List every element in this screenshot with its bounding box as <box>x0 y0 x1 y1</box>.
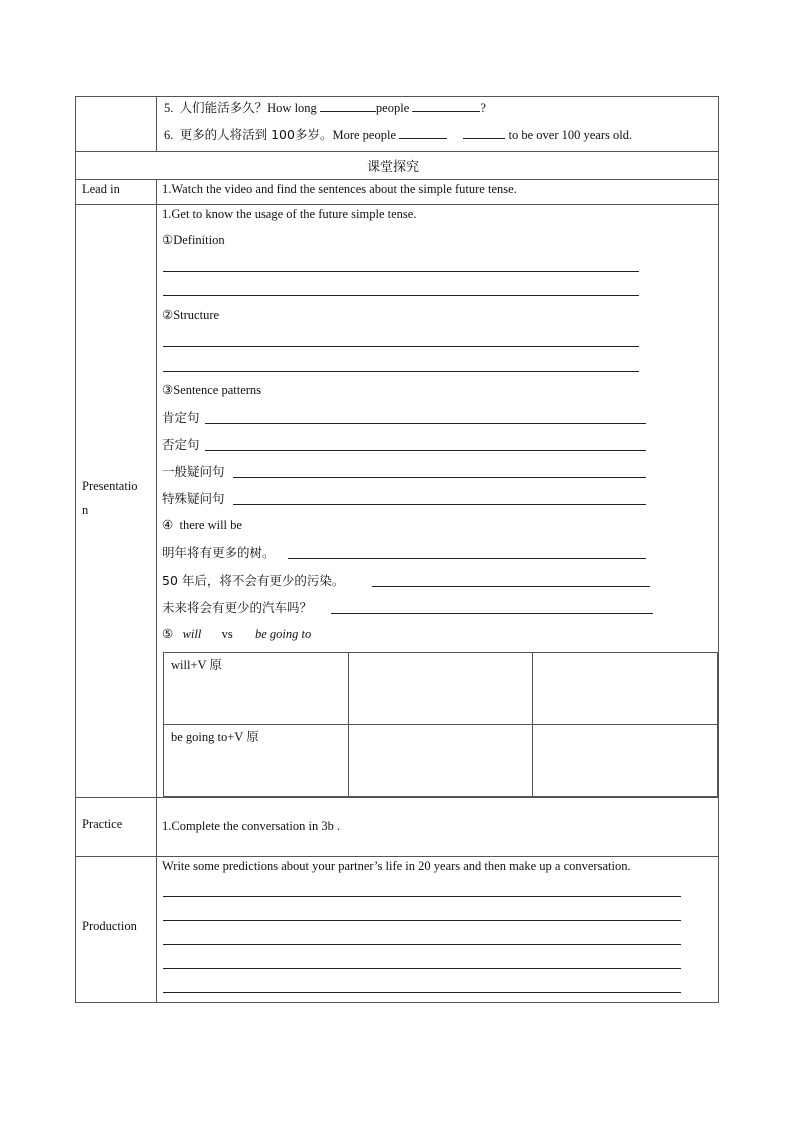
lead-in-label: Lead in <box>82 182 120 196</box>
translate-sentence-1: 明年将有更多的树。 <box>162 545 275 560</box>
presentation-label-line1: Presentatio <box>82 479 138 493</box>
comparison-row1-label: will+V 原 <box>171 658 222 672</box>
production-line[interactable] <box>163 992 681 993</box>
affirmative-line[interactable] <box>205 423 646 424</box>
special-question-label: 特殊疑问句 <box>162 491 225 506</box>
comparison-cell[interactable] <box>350 726 530 795</box>
comparison-cell[interactable] <box>350 654 530 722</box>
presentation-label-line2: n <box>82 503 89 517</box>
production-line[interactable] <box>163 896 681 897</box>
row-divider <box>75 797 719 798</box>
there-number: ④ <box>162 518 174 532</box>
there-will-be-text: there will be <box>179 518 242 532</box>
row-divider <box>75 151 719 152</box>
comparison-row-divider <box>163 724 718 725</box>
comparison-row2-label: be going to+V 原 <box>171 730 259 744</box>
affirmative-label: 肯定句 <box>162 410 200 425</box>
practice-text: 1.Complete the conversation in 3b . <box>162 819 341 833</box>
structure-heading: ②Structure <box>162 308 220 322</box>
compare-vs: vs <box>221 627 233 641</box>
structure-line[interactable] <box>163 346 639 347</box>
column-divider-main <box>156 179 157 1003</box>
answer-blank[interactable] <box>320 99 376 112</box>
translate-sentence-2: 50 年后，将不会有更少的污染。 <box>162 573 345 588</box>
compare-number: ⑤ <box>162 627 174 641</box>
section-title: 课堂探究 <box>367 160 420 175</box>
answer-blank[interactable] <box>412 99 480 112</box>
translate-line-1[interactable] <box>288 558 646 559</box>
production-text: Write some predictions about your partner’s life in 20 years and then make up a conversation. <box>162 859 631 873</box>
general-question-label: 一般疑问句 <box>162 464 225 479</box>
negative-line[interactable] <box>205 450 646 451</box>
item-6-number: 6. <box>164 128 174 142</box>
practice-label: Practice <box>82 817 123 831</box>
item-5 <box>164 98 486 116</box>
translate-line-2[interactable] <box>372 586 650 587</box>
translate-sentence-3: 未来将会有更少的汽车吗？ <box>162 600 313 615</box>
special-question-line[interactable] <box>233 504 646 505</box>
item-6 <box>164 125 632 143</box>
item-6-english-start: More people <box>332 128 396 142</box>
presentation-intro: 1.Get to know the usage of the future simple tense. <box>162 207 417 221</box>
compare-heading <box>162 626 311 642</box>
definition-line[interactable] <box>163 295 639 296</box>
compare-going: be going to <box>254 627 312 641</box>
answer-blank[interactable] <box>463 126 505 139</box>
patterns-heading: ③Sentence patterns <box>162 383 262 397</box>
definition-line[interactable] <box>163 271 639 272</box>
item-5-number: 5. <box>164 101 174 115</box>
column-divider-top <box>156 96 157 151</box>
compare-will: will <box>182 627 202 641</box>
answer-blank[interactable] <box>399 126 447 139</box>
item-5-end: ? <box>480 101 486 115</box>
row-divider <box>75 179 719 180</box>
comparison-cell[interactable] <box>534 654 716 722</box>
item-5-chinese: 人们能活多久？ <box>179 100 268 115</box>
item-5-english-mid: people <box>375 101 410 115</box>
comparison-cell[interactable] <box>534 726 716 795</box>
general-question-line[interactable] <box>233 477 646 478</box>
production-line[interactable] <box>163 920 681 921</box>
production-line[interactable] <box>163 968 681 969</box>
row-divider <box>75 856 719 857</box>
definition-heading: ①Definition <box>162 233 225 247</box>
item-5-english-start: How long <box>267 101 317 115</box>
production-label: Production <box>82 919 137 933</box>
row-divider <box>75 204 719 205</box>
item-6-end: to be over 100 years old. <box>508 128 633 142</box>
structure-line[interactable] <box>163 371 639 372</box>
lead-in-text: 1.Watch the video and find the sentences about the simple future tense. <box>162 182 517 196</box>
production-line[interactable] <box>163 944 681 945</box>
item-6-chinese: 更多的人将活到 100多岁。 <box>179 127 333 142</box>
there-will-be-heading <box>162 517 242 533</box>
translate-line-3[interactable] <box>331 613 653 614</box>
negative-label: 否定句 <box>162 437 200 452</box>
